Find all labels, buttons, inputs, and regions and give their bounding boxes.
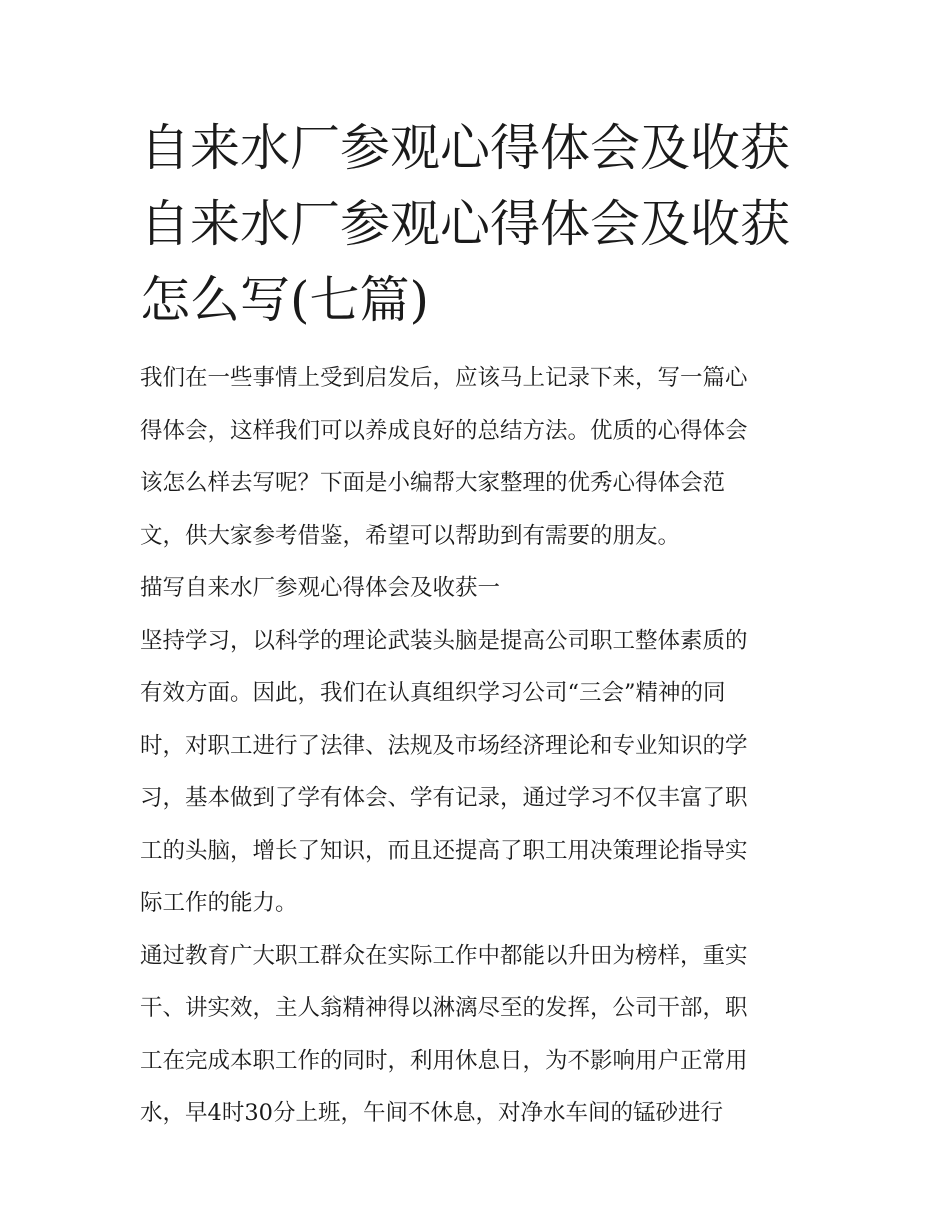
body-line: 该怎么样去写呢？下面是小编帮大家整理的优秀心得体会范 xyxy=(140,470,726,496)
body-line: 习，基本做到了学有体会、学有记录，通过学习不仅丰富了职 xyxy=(140,785,748,811)
body-line: 工的头脑，增长了知识，而且还提高了职工用决策理论指导实 xyxy=(140,837,748,864)
title-line: 自来水厂参观心得体会及收获 xyxy=(140,119,790,177)
body-line: 时，对职工进行了法律、法规及市场经济理论和专业知识的学 xyxy=(140,732,748,759)
title-line: 怎么写(七篇) xyxy=(140,271,430,329)
body-line: 水，早4时30分上班，午间不休息，对净水车间的锰砂进行 xyxy=(140,1100,723,1126)
body-line: 通过教育广大职工群众在实际工作中都能以升田为榜样，重实 xyxy=(140,942,748,969)
body-line: 坚持学习，以科学的理论武装头脑是提高公司职工整体素质的 xyxy=(140,627,748,654)
document-title xyxy=(140,110,820,338)
body-line: 文，供大家参考借鉴，希望可以帮助到有需要的朋友。 xyxy=(140,522,681,549)
section-heading: 描写自来水厂参观心得体会及收获一 xyxy=(140,575,501,601)
title-line: 自来水厂参观心得体会及收获 xyxy=(140,195,790,253)
body-line: 我们在一些事情上受到启发后，应该马上记录下来，写一篇心 xyxy=(140,365,748,391)
body-line: 干、讲实效，主人翁精神得以淋漓尽至的发挥，公司干部，职 xyxy=(140,995,748,1021)
document-body xyxy=(140,352,820,1140)
body-line: 际工作的能力。 xyxy=(140,890,298,916)
body-line: 工在完成本职工作的同时，利用休息日，为不影响用户正常用 xyxy=(140,1047,748,1074)
document-content xyxy=(140,110,820,1140)
body-line: 有效方面。因此，我们在认真组织学习公司“三会”精神的同 xyxy=(140,680,726,706)
body-line: 得体会，这样我们可以养成良好的总结方法。优质的心得体会 xyxy=(140,417,748,444)
